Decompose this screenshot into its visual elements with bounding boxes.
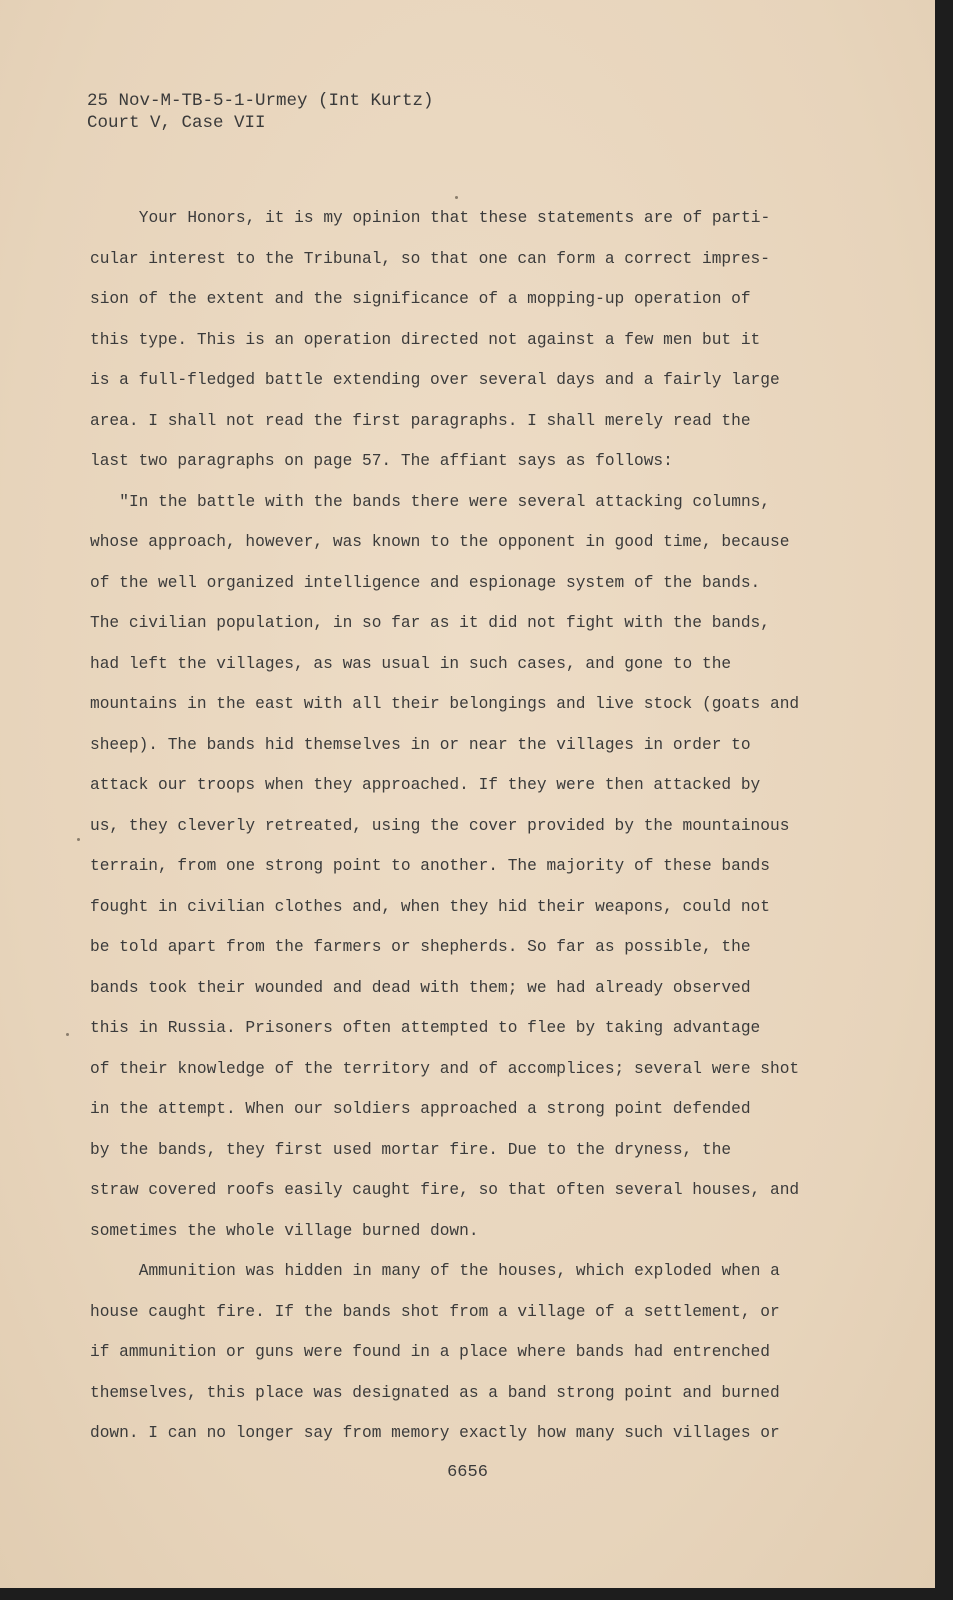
text-line: is a full-fledged battle extending over several days and a fairly large	[90, 371, 780, 389]
transcript-body	[90, 198, 850, 1454]
text-line: this type. This is an operation directed not against a few men but it	[90, 330, 761, 349]
header-reference-line: 25 Nov-M-TB-5-1-Urmey (Int Kurtz)	[87, 91, 434, 111]
text-line: if ammunition or guns were found in a place where bands had entrenched	[90, 1343, 770, 1361]
text-line: fought in civilian clothes and, when they hid their weapons, could not	[90, 897, 770, 916]
text-line: us, they cleverly retreated, using the cover provided by the mountainous	[90, 816, 790, 835]
text-line: be told apart from the farmers or shepherds. So far as possible, the	[90, 938, 751, 956]
text-line: of the well organized intelligence and espionage system of the bands.	[90, 573, 761, 592]
text-line: "In the battle with the bands there were several attacking columns,	[119, 492, 771, 511]
text-line: down. I can no longer say from memory exactly how many such villages or	[90, 1424, 780, 1442]
text-line: in the attempt. When our soldiers approached a strong point defended	[90, 1100, 751, 1118]
text-line: themselves, this place was designated as a band strong point and burned	[90, 1383, 780, 1402]
text-line: Ammunition was hidden in many of the houses, which exploded when a	[138, 1262, 780, 1280]
text-line: of their knowledge of the territory and of accomplices; several were shot	[90, 1059, 800, 1078]
margin-mark	[77, 838, 80, 841]
text-line: whose approach, however, was known to the opponent in good time, because	[90, 533, 790, 551]
text-line: last two paragraphs on page 57. The affiant says as follows:	[90, 452, 673, 470]
text-line: The civilian population, in so far as it did not fight with the bands,	[90, 614, 770, 632]
text-line: this in Russia. Prisoners often attempted to flee by taking advantage	[90, 1019, 761, 1037]
margin-mark	[66, 1033, 69, 1036]
text-line: bands took their wounded and dead with them; we had already observed	[90, 978, 751, 997]
text-line: terrain, from one strong point to another. The majority of these bands	[90, 857, 770, 875]
text-line: cular interest to the Tribunal, so that one can form a correct impres-	[90, 249, 770, 268]
text-line: mountains in the east with all their belongings and live stock (goats and	[90, 695, 800, 713]
text-line: by the bands, they first used mortar fire. Due to the dryness, the	[90, 1140, 732, 1159]
text-line: sheep). The bands hid themselves in or near the villages in order to	[90, 735, 751, 754]
text-line: sometimes the whole village burned down.	[90, 1221, 479, 1240]
text-line: area. I shall not read the first paragraphs. I shall merely read the	[90, 411, 751, 430]
text-line: house caught fire. If the bands shot from a village of a settlement, or	[90, 1302, 780, 1321]
text-line: had left the villages, as was usual in such cases, and gone to the	[90, 654, 732, 673]
text-line: straw covered roofs easily caught fire, so that often several houses, and	[90, 1181, 800, 1199]
text-line: attack our troops when they approached. If they were then attacked by	[90, 776, 761, 794]
page-number: 6656	[447, 1463, 488, 1482]
document-header	[87, 90, 434, 134]
text-line: Your Honors, it is my opinion that these statements are of parti-	[138, 209, 771, 227]
header-court-line: Court V, Case VII	[87, 113, 266, 133]
text-line: sion of the extent and the significance of a mopping-up operation of	[90, 290, 751, 308]
